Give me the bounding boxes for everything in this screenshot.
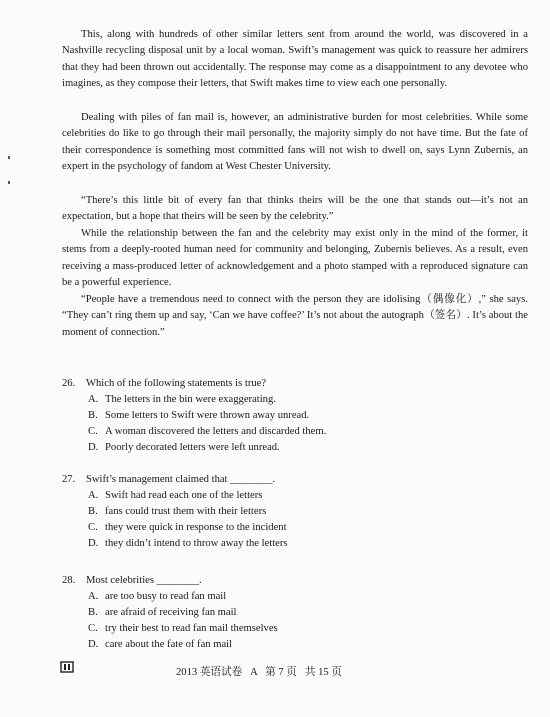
- passage-paragraph-2: Dealing with piles of fan mail is, however, an administrative burden for most celebrities. While some celebrities do like to go through their mail personally, the majority simply do not have time. But the fate of their correspondence is something most committed fans will not wish to dwell on, says Lynn Zubernis, an expert in the psychology of fandom at West Chester University.: [62, 112, 528, 173]
- option-text: Poorly decorated letters were left unread.: [105, 442, 280, 453]
- question-number: 28.: [62, 575, 76, 586]
- option-b: [62, 504, 532, 520]
- question-stem: [62, 472, 532, 488]
- option-text: The letters in the bin were exaggerating.: [105, 394, 276, 405]
- question-stem: [62, 376, 532, 392]
- option-letter: A.: [88, 490, 99, 501]
- margin-mark: [8, 156, 10, 159]
- footer-page-info: 2013 英语试卷 A 第 7 页 共 15 页: [176, 667, 342, 678]
- option-d: [62, 637, 532, 653]
- passage-paragraph-4: While the relationship between the fan and the celebrity may exist only in the mind of the former, it stems from a deeply-rooted human need for community and belonging, Zubernis believes. As a result, even receiving a mass-produced letter of acknowledgement and a photo stamped with a reproduced signature can be a powerful experience.: [62, 228, 528, 289]
- option-text: are too busy to read fan mail: [105, 591, 227, 602]
- question-text: Swift’s management claimed that ________.: [86, 474, 276, 485]
- option-c: [62, 424, 532, 440]
- option-b: [62, 408, 532, 424]
- option-letter: C.: [88, 623, 98, 634]
- option-text: are afraid of receiving fan mail: [105, 607, 237, 618]
- printer-mark-icon: [60, 660, 74, 674]
- question-text: Most celebrities ________.: [86, 575, 202, 586]
- option-c: [62, 621, 532, 637]
- option-letter: D.: [88, 442, 99, 453]
- option-letter: D.: [88, 639, 99, 650]
- passage-paragraph-3: “There’s this little bit of every fan that thinks theirs will be the one that stands out—it’s not an expectation, but a hope that theirs will be seen by the celebrity.”: [62, 195, 528, 223]
- option-text: Some letters to Swift were thrown away unread.: [105, 410, 310, 421]
- option-letter: B.: [88, 506, 98, 517]
- option-letter: C.: [88, 426, 98, 437]
- option-letter: B.: [88, 607, 98, 618]
- option-letter: B.: [88, 410, 98, 421]
- option-c: [62, 520, 532, 536]
- option-a: [62, 488, 532, 504]
- option-text: fans could trust them with their letters: [105, 506, 267, 517]
- margin-mark: [8, 181, 10, 184]
- option-text: they didn’t intend to throw away the letters: [105, 538, 288, 549]
- option-a: [62, 589, 532, 605]
- option-letter: C.: [88, 522, 98, 533]
- question-27: [62, 472, 532, 552]
- passage-paragraph-5: “People have a tremendous need to connect with the person they are idolising（偶像化）,” she says. “They can’t ring them up and say, ‘Can we have coffee?’ It’s not about the autograph（签名）. It’s about the moment of connection.”: [62, 294, 528, 338]
- option-text: they were quick in response to the incident: [105, 522, 287, 533]
- question-number: 27.: [62, 474, 76, 485]
- option-a: [62, 392, 532, 408]
- question-number: 26.: [62, 378, 76, 389]
- option-letter: A.: [88, 591, 99, 602]
- question-28: [62, 573, 532, 653]
- option-b: [62, 605, 532, 621]
- option-letter: D.: [88, 538, 99, 549]
- option-text: A woman discovered the letters and discarded them.: [105, 426, 327, 437]
- question-stem: [62, 573, 532, 589]
- question-text: Which of the following statements is true?: [86, 378, 267, 389]
- option-d: [62, 440, 532, 456]
- option-text: try their best to read fan mail themselves: [105, 623, 278, 634]
- passage-paragraph-1: This, along with hundreds of other similar letters sent from around the world, was discovered in a Nashville recycling disposal unit by a local woman. Swift’s management was quick to reassure her admirers that they had been thrown out accidentally. The response may come as a disappointment to any devotee who imagines, as they compose their letters, that Swift makes time to view each one personally.: [62, 29, 528, 90]
- option-text: Swift had read each one of the letters: [105, 490, 263, 501]
- option-letter: A.: [88, 394, 99, 405]
- option-d: [62, 536, 532, 552]
- option-text: care about the fate of fan mail: [105, 639, 233, 650]
- question-26: [62, 376, 532, 456]
